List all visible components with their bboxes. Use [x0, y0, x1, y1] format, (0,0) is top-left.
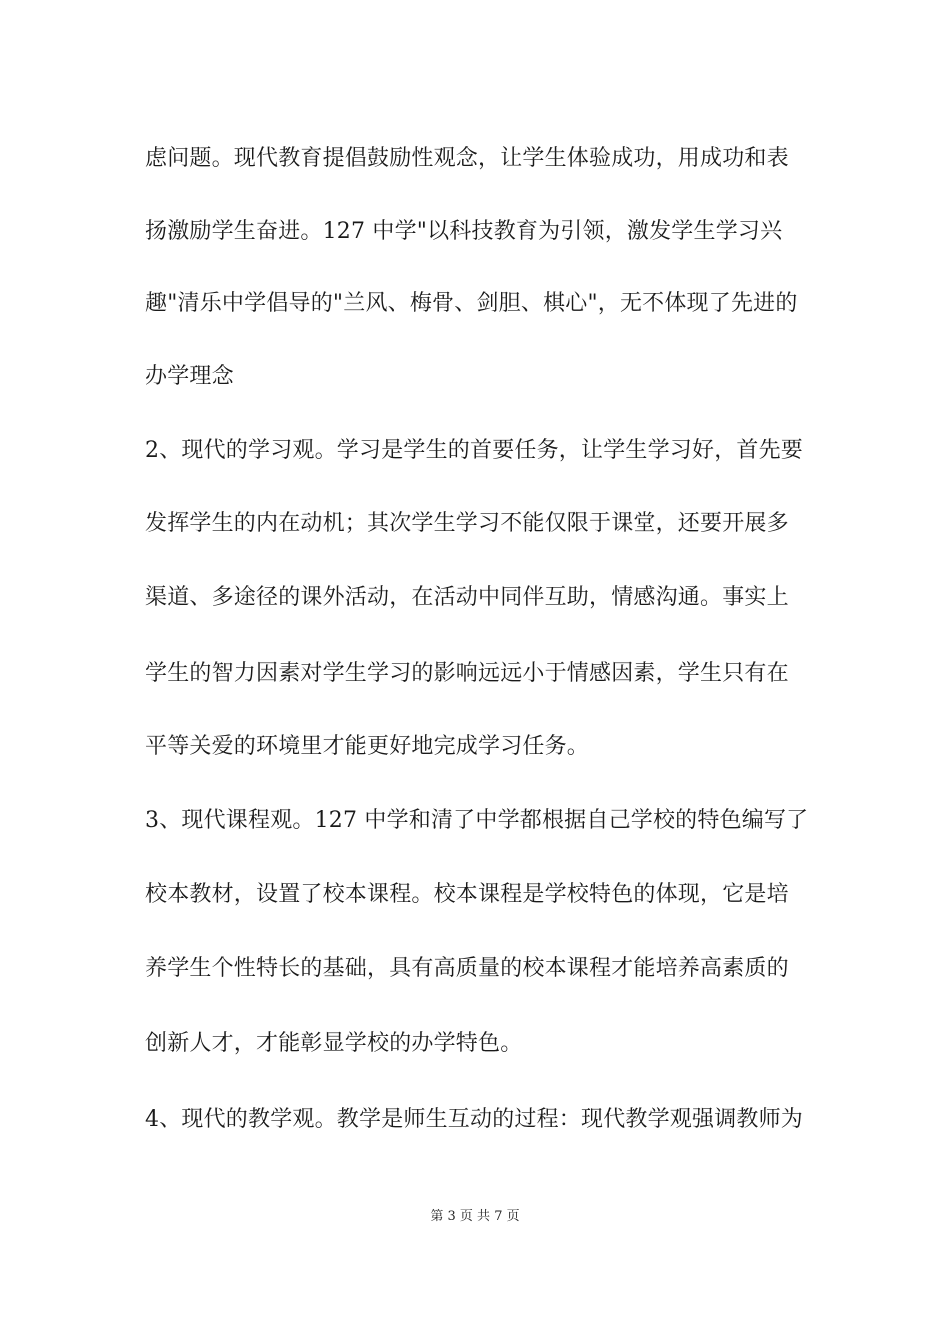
text-line: 创新人才，才能彰显学校的办学特色。 — [145, 1031, 523, 1056]
text-line: 3、现代课程观。127 中学和清了中学都根据自己学校的特色编写了 — [145, 808, 809, 833]
text-line: 平等关爱的环境里才能更好地完成学习任务。 — [145, 734, 590, 759]
text-line: 发挥学生的内在动机；其次学生学习不能仅限于课堂，还要开展多 — [145, 511, 789, 536]
text-line: 虑问题。现代教育提倡鼓励性观念，让学生体验成功，用成功和表 — [145, 146, 789, 171]
text-line: 养学生个性特长的基础，具有高质量的校本课程才能培养高素质的 — [145, 956, 789, 981]
page-number: 第 3 页 共 7 页 — [430, 1209, 520, 1224]
text-line: 扬激励学生奋进。127 中学"以科技教育为引领，激发学生学习兴 — [145, 219, 783, 244]
text-line: 渠道、多途径的课外活动，在活动中同伴互助，情感沟通。事实上 — [145, 585, 789, 610]
page-footer — [0, 1208, 950, 1226]
text-line: 学生的智力因素对学生学习的影响远远小于情感因素，学生只有在 — [145, 661, 789, 686]
text-line: 趣"清乐中学倡导的"兰风、梅骨、剑胆、棋心"，无不体现了先进的 — [145, 291, 798, 316]
text-line: 校本教材，设置了校本课程。校本课程是学校特色的体现，它是培 — [145, 882, 789, 907]
text-line: 办学理念 — [145, 364, 234, 389]
text-line: 2、现代的学习观。学习是学生的首要任务，让学生学习好，首先要 — [145, 438, 803, 463]
text-line: 4、现代的教学观。教学是师生互动的过程：现代教学观强调教师为 — [145, 1107, 803, 1132]
